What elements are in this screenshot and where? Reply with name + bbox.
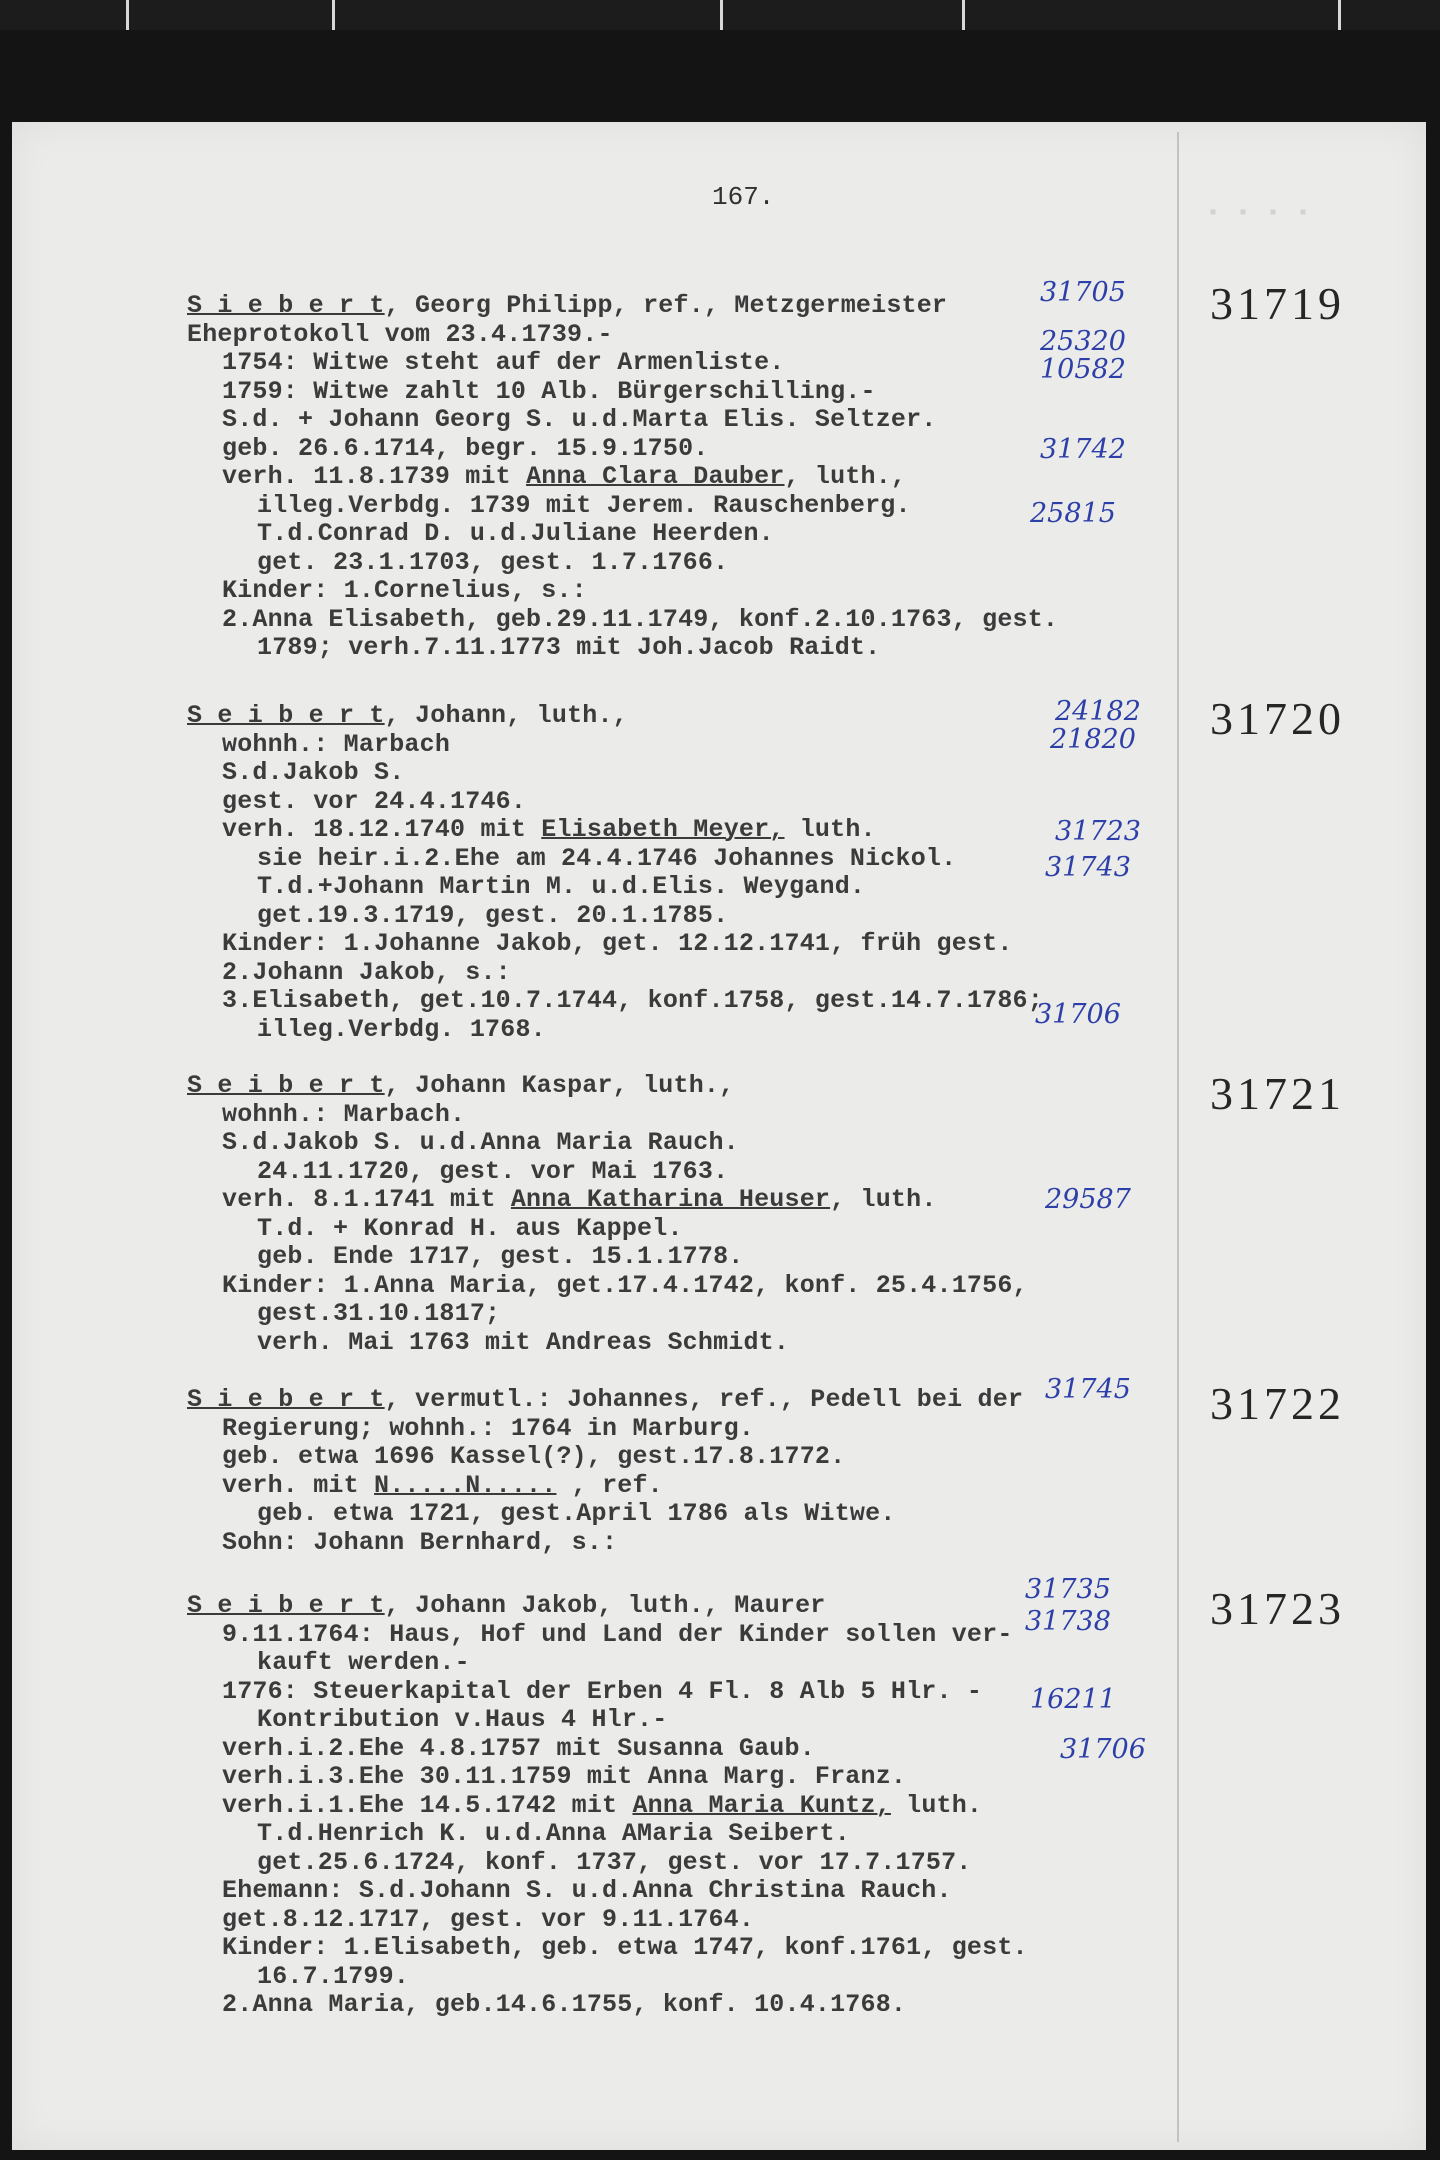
line-text: wohnh.: Marbach.	[222, 1099, 466, 1129]
surname: S e i b e r t	[187, 1591, 385, 1620]
entry-line	[222, 463, 906, 491]
entry-number: 31720	[1210, 693, 1345, 744]
line-text: 3.Elisabeth, get.10.7.1744, konf.1758, gest.14.7.1786;	[222, 986, 1043, 1015]
line-prefix: verh. 8.1.1741 mit	[222, 1185, 511, 1214]
line-text: Kinder: 1.Cornelius, s.:	[222, 576, 587, 605]
line-text: geb. etwa 1696 Kassel(?), gest.17.8.1772.	[222, 1442, 846, 1471]
line-text: , vermutl.: Johannes, ref., Pedell bei der	[384, 1385, 1024, 1414]
entry-line	[257, 1329, 789, 1357]
entry-line	[222, 788, 526, 816]
entry-line	[257, 1215, 683, 1243]
line-text: S.d. + Johann Georg S. u.d.Marta Elis. Seltzer.	[222, 405, 937, 434]
faint-stamp-mark: ▪ ▪ ▪ ▪	[1207, 202, 1313, 225]
entry-line	[257, 845, 956, 873]
entry-line	[222, 1735, 815, 1763]
line-text: 2.Johann Jakob, s.:	[222, 957, 511, 987]
spouse-name: Anna Clara Dauber	[526, 462, 785, 491]
handwritten-reference: 31738	[1025, 1606, 1111, 1637]
entry-line	[257, 1820, 850, 1848]
page-number: 167.	[712, 182, 775, 212]
entry-line	[257, 1963, 409, 1991]
line-text: , ref.	[556, 1470, 663, 1500]
entry-line	[222, 816, 876, 844]
entry-line	[257, 1158, 728, 1186]
column-divider	[1177, 132, 1179, 2142]
line-prefix: verh. mit	[222, 1470, 375, 1500]
entry-line	[222, 959, 511, 987]
handwritten-reference: 31735	[1025, 1574, 1111, 1605]
line-text: Sohn: Johann Bernhard, s.:	[222, 1527, 618, 1557]
entry-line	[222, 1678, 982, 1706]
line-text: 1789; verh.7.11.1773 mit Joh.Jacob Raidt.	[257, 633, 881, 662]
entry-line	[257, 549, 728, 577]
line-text: S.d.Jakob S.	[222, 758, 405, 787]
entry-line	[222, 349, 785, 377]
line-text: 2.Anna Elisabeth, geb.29.11.1749, konf.2.10.1763, gest.	[222, 604, 1059, 634]
line-text: , luth.,	[784, 462, 907, 491]
line-prefix: verh. 18.12.1740 mit	[222, 815, 542, 844]
line-text: gest.31.10.1817;	[257, 1299, 501, 1328]
entry-line	[257, 520, 774, 548]
line-text: Ehemann: S.d.Johann S. u.d.Anna Christina Rauch.	[222, 1876, 952, 1905]
line-text: gest. vor 24.4.1746.	[222, 786, 527, 816]
line-text: 16.7.1799.	[257, 1961, 410, 1991]
entry-line	[222, 1443, 845, 1471]
handwritten-reference: 31705	[1040, 277, 1126, 308]
handwritten-reference: 16211	[1030, 1684, 1116, 1715]
entry-heading	[187, 702, 628, 730]
line-text: get.25.6.1724, konf. 1737, gest. vor 17.7.1757.	[257, 1847, 972, 1877]
line-text: 1754: Witwe steht auf der Armenliste.	[222, 348, 785, 377]
entry-line	[222, 1906, 754, 1934]
line-text: get.8.12.1717, gest. vor 9.11.1764.	[222, 1904, 755, 1934]
surname: S i e b e r t	[187, 1385, 385, 1414]
entry-line	[257, 1706, 667, 1734]
entry-line	[222, 1186, 937, 1214]
spouse-name: Anna Katharina Heuser	[510, 1185, 831, 1214]
handwritten-reference: 21820	[1050, 724, 1136, 755]
handwritten-reference: 25320	[1040, 326, 1126, 357]
entry-line	[222, 1529, 617, 1557]
entry-line	[257, 634, 880, 662]
entry-heading	[187, 1072, 734, 1100]
entry-line	[222, 1101, 465, 1129]
line-text: illeg.Verbdg. 1768.	[257, 1014, 546, 1044]
line-text: T.d.Conrad D. u.d.Juliane Heerden.	[257, 519, 774, 548]
handwritten-reference: 10582	[1040, 354, 1126, 385]
line-prefix: verh. 11.8.1739 mit	[222, 462, 527, 491]
line-text: , Johann Kaspar, luth.,	[384, 1071, 735, 1100]
handwritten-reference: 29587	[1045, 1184, 1131, 1215]
entry-line	[257, 1649, 470, 1677]
entry-line	[222, 1763, 906, 1791]
line-text: T.d.+Johann Martin M. u.d.Elis. Weygand.	[257, 872, 866, 901]
entry-line	[222, 606, 1058, 634]
strip-tick	[1338, 0, 1341, 30]
line-text: kauft werden.-	[257, 1648, 470, 1677]
handwritten-reference: 25815	[1030, 498, 1116, 529]
handwritten-reference: 24182	[1055, 696, 1141, 727]
line-text: get.19.3.1719, gest. 20.1.1785.	[257, 900, 729, 930]
entry-line	[222, 1621, 1013, 1649]
entry-line	[257, 902, 728, 930]
entry-line	[222, 1129, 739, 1157]
line-text: S.d.Jakob S. u.d.Anna Maria Rauch.	[222, 1128, 739, 1157]
line-text: 9.11.1764: Haus, Hof und Land der Kinder sollen ver-	[222, 1619, 1013, 1649]
line-text: Kinder: 1.Anna Maria, get.17.4.1742, konf. 25.4.1756,	[222, 1270, 1028, 1300]
line-text: luth.	[784, 815, 876, 844]
entry-line	[257, 873, 865, 901]
line-prefix: verh.i.1.Ehe 14.5.1742 mit	[222, 1790, 633, 1820]
entry-line	[257, 1500, 896, 1528]
spouse-name: Anna Maria Kuntz,	[632, 1790, 891, 1820]
entry-line	[257, 492, 911, 520]
entry-number: 31723	[1210, 1583, 1345, 1634]
line-text: Regierung; wohnh.: 1764 in Marburg.	[222, 1413, 755, 1443]
line-text: T.d.Henrich K. u.d.Anna AMaria Seibert.	[257, 1819, 850, 1848]
entry-line	[257, 1849, 972, 1877]
spouse-name: N.....N.....	[374, 1470, 557, 1500]
line-text: geb. Ende 1717, gest. 15.1.1778.	[257, 1242, 744, 1271]
line-text: , Johann Jakob, luth., Maurer	[384, 1591, 826, 1620]
record-card	[12, 122, 1426, 2150]
entry-line	[222, 1991, 906, 2019]
entry-number: 31721	[1210, 1068, 1345, 1119]
line-text: 1759: Witwe zahlt 10 Alb. Bürgerschilling.-	[222, 376, 876, 406]
line-text: T.d. + Konrad H. aus Kappel.	[257, 1213, 683, 1243]
handwritten-reference: 31706	[1060, 1734, 1146, 1765]
line-text: 24.11.1720, gest. vor Mai 1763.	[257, 1156, 729, 1186]
strip-tick	[720, 0, 723, 30]
line-text: get. 23.1.1703, gest. 1.7.1766.	[257, 547, 729, 577]
entry-line	[222, 987, 1043, 1015]
handwritten-reference: 31706	[1035, 999, 1121, 1030]
entry-line	[222, 930, 1013, 958]
entry-number: 31722	[1210, 1378, 1345, 1429]
strip-tick	[332, 0, 335, 30]
surname: S e i b e r t	[187, 701, 385, 730]
line-text: Eheprotokoll vom 23.4.1739.-	[187, 319, 613, 349]
line-text: Kinder: 1.Johanne Jakob, get. 12.12.1741, früh gest.	[222, 929, 1013, 958]
surname: S e i b e r t	[187, 1071, 385, 1100]
entry-line	[222, 1472, 663, 1500]
entry-line	[222, 1272, 1028, 1300]
entry-line	[257, 1243, 743, 1271]
line-text: , luth.	[830, 1185, 937, 1214]
line-text: wohnh.: Marbach	[222, 729, 451, 759]
line-text: , Georg Philipp, ref., Metzgermeister	[384, 291, 948, 320]
surname: S i e b e r t	[187, 291, 385, 320]
line-text: verh. Mai 1763 mit Andreas Schmidt.	[257, 1327, 790, 1357]
line-text: , Johann, luth.,	[384, 701, 628, 730]
entry-line	[222, 1792, 982, 1820]
line-text: 2.Anna Maria, geb.14.6.1755, konf. 10.4.1768.	[222, 1990, 907, 2019]
handwritten-reference: 31743	[1045, 852, 1131, 883]
line-text: Kinder: 1.Elisabeth, geb. etwa 1747, konf.1761, gest.	[222, 1933, 1028, 1962]
handwritten-reference: 31723	[1055, 816, 1141, 847]
entry-line	[222, 731, 450, 759]
film-strip-top	[0, 0, 1440, 30]
entry-heading	[187, 1592, 826, 1620]
entry-line	[222, 1934, 1028, 1962]
line-text: Kontribution v.Haus 4 Hlr.-	[257, 1705, 668, 1734]
line-text: luth.	[890, 1790, 983, 1820]
entry-line	[222, 1877, 952, 1905]
entry-line	[222, 759, 404, 787]
line-text: geb. etwa 1721, gest.April 1786 als Witwe.	[257, 1499, 896, 1528]
line-text: illeg.Verbdg. 1739 mit Jerem. Rauschenberg.	[257, 490, 911, 520]
entry-line	[222, 378, 876, 406]
entry-line	[222, 406, 937, 434]
entry-heading	[187, 292, 947, 320]
entry-line	[257, 1016, 546, 1044]
entry-line	[222, 577, 587, 605]
line-text: verh.i.3.Ehe 30.11.1759 mit Anna Marg. Franz.	[222, 1762, 907, 1791]
spouse-name: Elisabeth Meyer,	[541, 815, 785, 844]
entry-line	[187, 321, 613, 349]
line-text: 1776: Steuerkapital der Erben 4 Fl. 8 Alb 5 Hlr. -	[222, 1676, 983, 1706]
entry-number: 31719	[1210, 278, 1345, 329]
entry-heading	[187, 1386, 1023, 1414]
handwritten-reference: 31742	[1040, 434, 1126, 465]
entry-line	[257, 1300, 500, 1328]
entry-line	[222, 435, 708, 463]
entry-line	[222, 1415, 754, 1443]
line-text: verh.i.2.Ehe 4.8.1757 mit Susanna Gaub.	[222, 1733, 815, 1763]
strip-tick	[126, 0, 129, 30]
strip-tick	[962, 0, 965, 30]
line-text: geb. 26.6.1714, begr. 15.9.1750.	[222, 433, 709, 463]
handwritten-reference: 31745	[1045, 1374, 1131, 1405]
line-text: sie heir.i.2.Ehe am 24.4.1746 Johannes Nickol.	[257, 843, 957, 873]
